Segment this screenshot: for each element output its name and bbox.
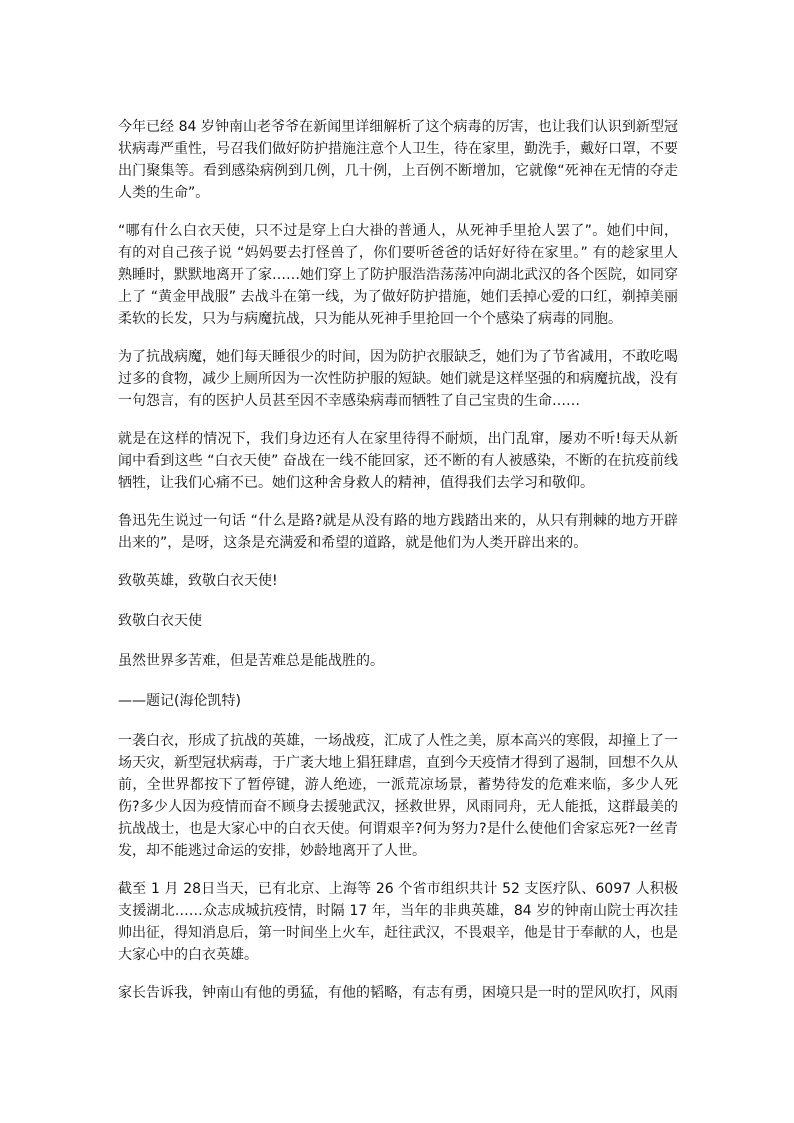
paragraph-salute-heroes: 致敬英雄，致敬白衣天使! xyxy=(118,573,278,589)
paragraph-zhong-nanshan-warning: 今年已经 84 岁钟南山老爷爷在新闻里详细解析了这个病毒的厉害，也让我们认识到新型冠状病毒严重性，号召我们做好防护措施注意个人卫生，待在家里，勤洗手，戴好口罩，不要出门聚集等。看到感染病例到几例，几十例，上百例不断增加，它就像“死神在无情的夺走人类的生命”。 xyxy=(118,119,678,201)
paragraph-parents-told-me: 家长告诉我，钟南山有他的勇猛，有他的韬略，有志有勇，困境只是一时的罡风吹打，风雨 xyxy=(118,985,678,1001)
essay-title: 致敬白衣天使 xyxy=(118,613,202,629)
document-page xyxy=(118,116,678,1020)
paragraph-white-clothes: 一袭白衣，形成了抗战的英雄，一场战疫，汇成了人性之美，原本高兴的寒假，却撞上了一场天灾，新型冠状病毒，于广袤大地上猖狂肆虐，直到今天疫情才得到了遏制，回想不久从前，全世界都按下了暂停键，游人绝迹，一派荒凉场景，蓄势待发的危难来临，多少人死伤?多少人因为疫情而奋不顾身去援驰武汉，拯救世界，风雨同舟，无人能抵，这群最美的抗战战士，也是大家心中的白衣天使。何谓艰辛?何为努力?是什么使他们舍家忘死?一丝青发，却不能逃过命运的安排，妙龄地离开了人世。 xyxy=(118,733,678,859)
paragraph-medical-teams: 截至 1 月 28日当天，已有北京、上海等 26 个省市组织共计 52 支医疗队、6097 人积极支援湖北……众志成城抗疫情，时隔 17 年，当年的非典英雄，84 岁的钟南山院士再次挂帅出征，得知消息后，第一时间坐上火车，赶往武汉，不畏艰辛，他是甘于奉献的人，也是大家心中的白衣英雄。 xyxy=(118,881,678,963)
paragraph-stay-home: 就是在这样的情况下，我们身边还有人在家里待得不耐烦，出门乱窜，屡劝不听!每天从新闻中看到这些 “白衣天使” 奋战在一线不能回家，还不断的有人被感染，不断的在抗疫前线牺牲，让我们心痛不已。她们这种舍身救人的精神，值得我们去学习和敬仰。 xyxy=(118,431,678,491)
paragraph-lu-xun-quote: 鲁迅先生说过一句话 “什么是路?就是从没有路的地方践踏出来的，从只有荆棘的地方开辟出来的”，是呀，这条是充满爱和希望的道路，就是他们为人类开辟出来的。 xyxy=(118,513,678,551)
paragraph-fighting-disease: 为了抗战病魔，她们每天睡很少的时间，因为防护衣服缺乏，她们为了节省减用，不敢吃喝过多的食物，减少上厕所因为一次性防护服的短缺。她们就是这样坚强的和病魔抗战，没有一句怨言，有的医护人员甚至因不幸感染病毒而牺牲了自己宝贵的生命…… xyxy=(118,349,678,409)
paragraph-white-angels: “哪有什么白衣天使，只不过是穿上白大褂的普通人，从死神手里抢人罢了”。她们中间，有的对自己孩子说 “妈妈要去打怪兽了，你们要听爸爸的话好好待在家里。” 有的趁家里人熟睡时，默默地离开了家……她们穿上了防护服浩浩荡荡冲向湖北武汉的各个医院，如同穿上了 “黄金甲战服” 去战斗在第一线，为了做好防护措施，她们丢掉心爱的口红，剃掉美丽柔软的长发，只为与病魔抗战，只为能从死神手里抢回一个个感染了病毒的同胞。 xyxy=(118,223,678,327)
epigraph-attribution: ——题记(海伦凯特) xyxy=(118,693,241,709)
epigraph: 虽然世界多苦难，但是苦难总是能战胜的。 xyxy=(118,653,384,669)
